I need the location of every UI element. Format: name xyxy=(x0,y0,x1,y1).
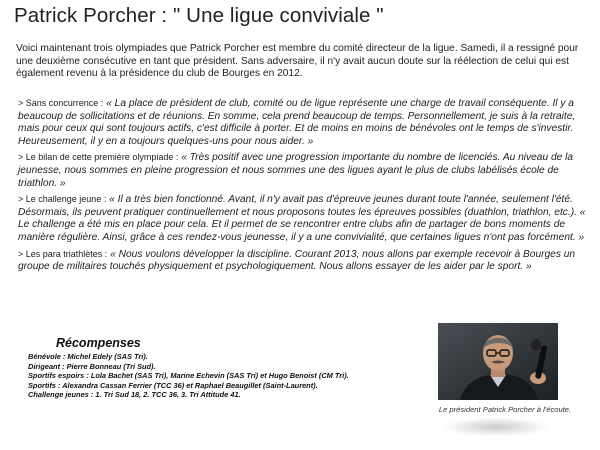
article-intro: Voici maintenant trois olympiades que Patrick Porcher est membre du comité directeur de la ligue. Samedi, il a ressigné pour une deuxième consécutive en tant que président. Sans adversaire, il n'y avait aucun doute sur la réélection de celui qui est également revenu à la présidence du club de Bourges en 2012. xyxy=(16,43,579,80)
section-lead: > Les para triathlètes : xyxy=(18,248,108,259)
section-bilan xyxy=(18,151,590,190)
recompenses-title: Récompenses xyxy=(56,336,141,350)
section-lead: > Le challenge jeune : xyxy=(18,194,107,205)
section-quote: « Nous voulons développer la discipline. Courant 2013, nous allons par exemple recevoir à Bourges un groupe de militaires touchés physiquement et psychologiquement. Nous allons essayer de les aider par le sport. » xyxy=(18,248,576,273)
recompenses-list xyxy=(28,352,418,400)
photo-shadow xyxy=(446,418,546,436)
photo-caption: Le président Patrick Porcher à l'écoute. xyxy=(438,405,572,414)
section-lead: > Le bilan de cette première olympiade : xyxy=(18,152,179,163)
portrait-illustration xyxy=(438,323,558,400)
list-item: Sportifs espoirs : Lola Bachet (SAS Tri), Marine Echevin (SAS Tri) et Hugo Benoist (CM Tri). xyxy=(28,371,349,381)
portrait-photo xyxy=(438,323,558,400)
section-lead: > Sans concurrence : xyxy=(18,98,104,108)
section-sans-concurrence xyxy=(18,97,590,148)
list-item: Bénévole : Michel Edely (SAS Tri). xyxy=(28,352,148,361)
list-item: Sportifs : Alexandra Cassan Ferrier (TCC 36) et Raphael Beaugillet (Saint-Laurent). xyxy=(28,380,318,390)
list-item: Challenge jeunes : 1. Tri Sud 18, 2. TCC 36, 3. Tri Attitude 41. xyxy=(28,390,241,400)
section-quote: « Très positif avec une progression importante du nombre de licenciés. Au niveau de la jeunesse, nous sommes en pleine progression et nous sommes une des ligues ayant le plus de clubs labélisés école de triathlon. » xyxy=(18,152,574,189)
article-title: Patrick Porcher : " Une ligue conviviale " xyxy=(14,4,384,27)
section-quote: « La place de président de club, comité ou de ligue représente une charge de travail conséquente. Il y a beaucoup de sollicitations et de réunions. En somme, cela prend beaucoup de temps. Personnellement, je suis à la retraite, mais pour ceux qui sont toujours actifs, c'est difficile à porter. Et de moins en moins de bénévoles ont le temps de s'investir. Heureusement, il y en a toujours quelques-uns pour nous aider. » xyxy=(18,98,576,147)
section-challenge-jeune xyxy=(18,193,590,244)
list-item: Dirigeant : Pierre Bonneau (Tri Sud). xyxy=(28,361,156,371)
section-para-triathletes xyxy=(18,248,590,274)
article-sections xyxy=(18,97,590,277)
section-quote: « Il a très bien fonctionné. Avant, il n'y avait pas d'épreuve jeunes durant toute l'année, seulement l'été. Désormais, ils peuvent pratiquer continuellement et nous proposons toutes les épreuves possibles (duathlon, triathlon, etc.). « Le challenge a été mis en place pour cela. Et il permet de se rencontrer entre clubs afin de partager de bons moments de manière régulière. Ainsi, grâce à ces rendez-vous jeunesse, il y a une convivialité, que certaines ligues n'ont pas forcément. » xyxy=(18,194,586,243)
